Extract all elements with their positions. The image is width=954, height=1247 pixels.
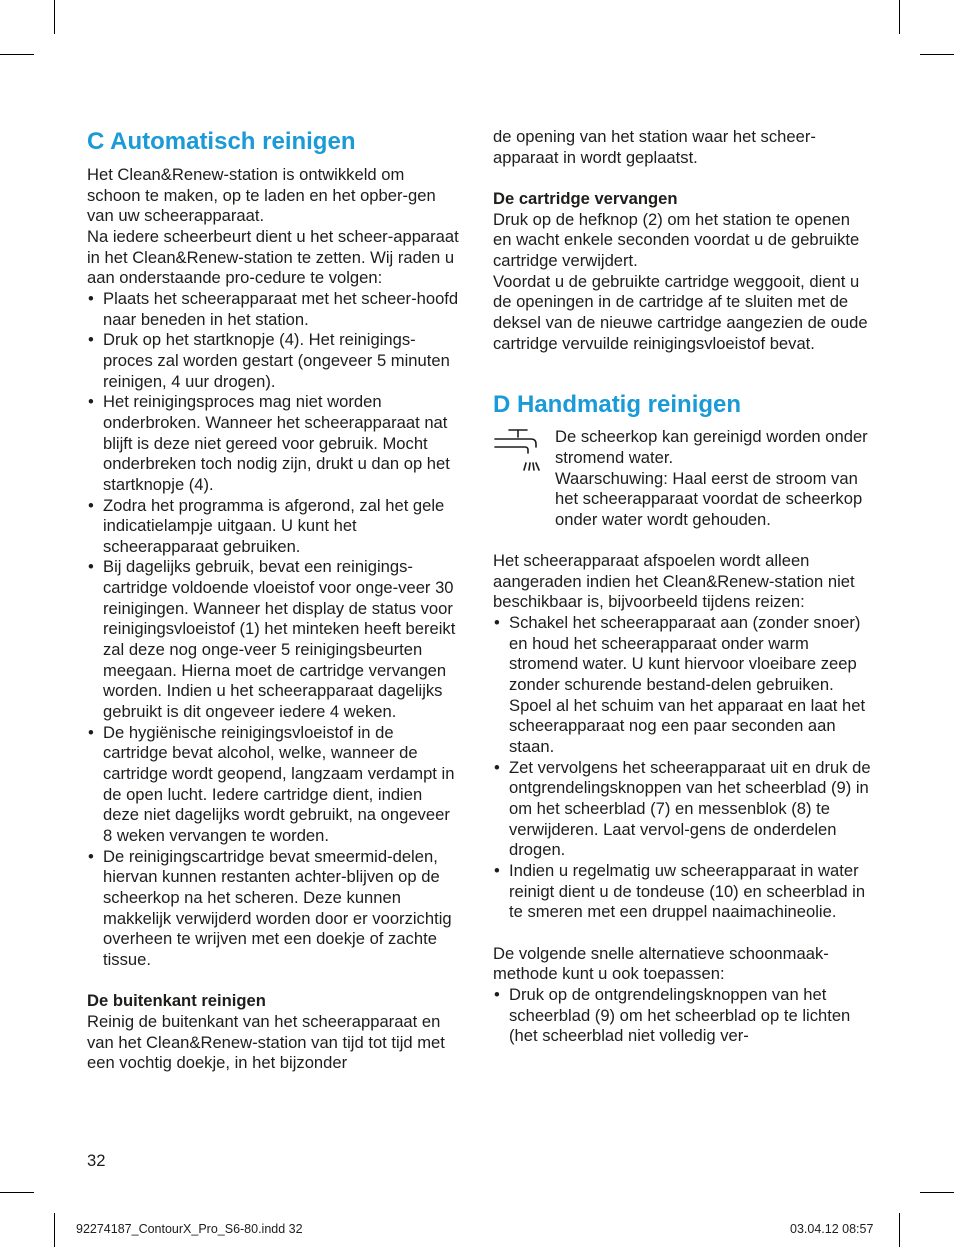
cartridge-paragraph-1: Druk op de hefknop (2) om het station te openen en wacht enkele seconden voordat u de gebruikte cartridge verwijdert. bbox=[493, 209, 860, 270]
crop-mark bbox=[899, 0, 900, 34]
list-item: • Druk op het startknopje (4). Het reinigings-proces zal worden gestart (ongeveer 5 minuten reinigen, 4 uur drogen). bbox=[87, 330, 462, 392]
water-note-paragraph-1: De scheerkop kan gereinigd worden onder stromend water. bbox=[555, 427, 868, 467]
spacer bbox=[87, 971, 462, 992]
faucet-icon bbox=[493, 427, 541, 477]
page-number: 32 bbox=[87, 1151, 106, 1170]
water-note bbox=[493, 427, 873, 530]
list-item: • Zodra het programma is afgerond, zal het gele indicatielampje uitgaan. U kunt het scheerapparaat gebruiken. bbox=[87, 496, 462, 558]
water-note-text bbox=[555, 427, 873, 530]
subheading-replace-cartridge: De cartridge vervangen bbox=[493, 188, 678, 208]
spacer bbox=[493, 923, 873, 944]
cleaning-steps-list bbox=[87, 289, 462, 971]
alternative-steps-list bbox=[493, 985, 873, 1047]
spacer bbox=[493, 530, 873, 551]
file-slug: 92274187_ContourX_Pro_S6-80.indd 32 bbox=[76, 1222, 303, 1236]
list-item: • Zet vervolgens het scheerapparaat uit en druk de ontgrendelingsknoppen van het scheerblad (9) in om het scheerblad (7) en messenblok (8) te verwijderen. Laat vervol-gens de onderdelen drogen. bbox=[493, 758, 873, 861]
cartridge-paragraph-2: Voordat u de gebruikte cartridge weggooit, dient u de openingen in de cartridge af te sluiten met de deksel van de nieuwe cartridge aangezien de oude cartridge vervuilde reinigingsvloeistof bevat. bbox=[493, 271, 868, 353]
rinse-steps-list bbox=[493, 613, 873, 923]
intro-paragraph-2: Na iedere scheerbeurt dient u het scheer-apparaat in het Clean&Renew-station te zetten. Wij raden u aan onderstaande pro-cedure te volgen: bbox=[87, 226, 459, 288]
warning-paragraph: Waarschuwing: Haal eerst de stroom van het scheerapparaat voordat de scheerkop onder water wordt gehouden. bbox=[555, 468, 863, 529]
list-item: • Bij dagelijks gebruik, bevat een reinigings-cartridge voldoende vloeistof voor onge-veer 30 reinigingen. Wanneer het display de status voor reinigingsvloeistof (1) het minteken heeft bereikt zal deze nog onge-veer 5 reinigingsbeurten meegaan. Hierna moet de cartridge vervangen worden. Indien u het scheerapparaat dagelijks gebruikt is dit ongeveer iedere 4 weken. bbox=[87, 557, 462, 722]
rinse-paragraph: Het scheerapparaat afspoelen wordt alleen aangeraden indien het Clean&Renew-station niet beschikbaar is, bijvoorbeeld tijdens reizen: bbox=[493, 551, 855, 612]
spacer bbox=[493, 354, 873, 390]
list-item: • Indien u regelmatig uw scheerapparaat in water reinigt dient u de tondeuse (10) en scheerblad in te smeren met een druppel naaimachineolie. bbox=[493, 861, 873, 923]
list-item: • Schakel het scheerapparaat aan (zonder snoer) en houd het scheerapparaat onder warm stromend water. U kunt hiervoor vloeibare zeep zonder schurende bestand-delen gebruiken. Spoel al het schuim van het apparaat en laat het scheerapparaat nog een paar seconden aan staan. bbox=[493, 613, 873, 758]
list-item: • Druk op de ontgrendelingsknoppen van het scheerblad (9) om het scheerblad op te lichten (het scheerblad niet volledig ver- bbox=[493, 985, 873, 1047]
list-item: • Het reinigingsproces mag niet worden onderbroken. Wanneer het scheerapparaat nat blijft is deze niet gereed voor gebruik. Mocht onderbreken toch nodig zijn, drukt u dan op het startknopje (4). bbox=[87, 392, 462, 495]
list-item: • De reinigingscartridge bevat smeermid-delen, hiervan kunnen restanten achter-blijven op de scheerkop na het scheren. Deze kunnen makkelijk verwijderd worden door er voorzichtig overheen te wrijven met een doekje of zachte tissue. bbox=[87, 847, 462, 971]
list-item: • De hygiënische reinigingsvloeistof in de cartridge bevat alcohol, welke, wanneer de cartridge wordt geopend, langzaam verdampt in de open lucht. Iedere cartridge dient, indien deze niet dagelijks wordt gebruikt, na ongeveer 8 weken vervangen te worden. bbox=[87, 723, 462, 847]
crop-mark bbox=[54, 0, 55, 34]
alternative-method-paragraph: De volgende snelle alternatieve schoonmaak-methode kunt u ook toepassen: bbox=[493, 943, 829, 984]
crop-mark bbox=[0, 1192, 34, 1193]
left-column bbox=[87, 127, 462, 1074]
spacer bbox=[493, 168, 873, 189]
continued-paragraph: de opening van het station waar het scheer-apparaat in wordt geplaatst. bbox=[493, 127, 816, 167]
crop-mark bbox=[899, 1213, 900, 1247]
right-column bbox=[493, 127, 873, 1047]
intro-paragraph: Het Clean&Renew-station is ontwikkeld om schoon te maken, op te laden en het opber-gen van uw scheerapparaat. bbox=[87, 165, 436, 226]
crop-mark bbox=[920, 54, 954, 55]
section-title-automatic-cleaning: C Automatisch reinigen bbox=[87, 128, 356, 155]
date-slug: 03.04.12 08:57 bbox=[790, 1222, 874, 1236]
section-title-manual-cleaning: D Handmatig reinigen bbox=[493, 391, 742, 419]
crop-mark bbox=[54, 1213, 55, 1247]
crop-mark bbox=[0, 54, 34, 55]
outside-cleaning-paragraph: Reinig de buitenkant van het scheerapparaat en van het Clean&Renew-station van tijd tot tijd met een vochtig doekje, in het bijzonder bbox=[87, 1011, 445, 1073]
crop-mark bbox=[920, 1192, 954, 1193]
subheading-outside-cleaning: De buitenkant reinigen bbox=[87, 991, 266, 1011]
list-item: • Plaats het scheerapparaat met het scheer-hoofd naar beneden in het station. bbox=[87, 289, 462, 330]
